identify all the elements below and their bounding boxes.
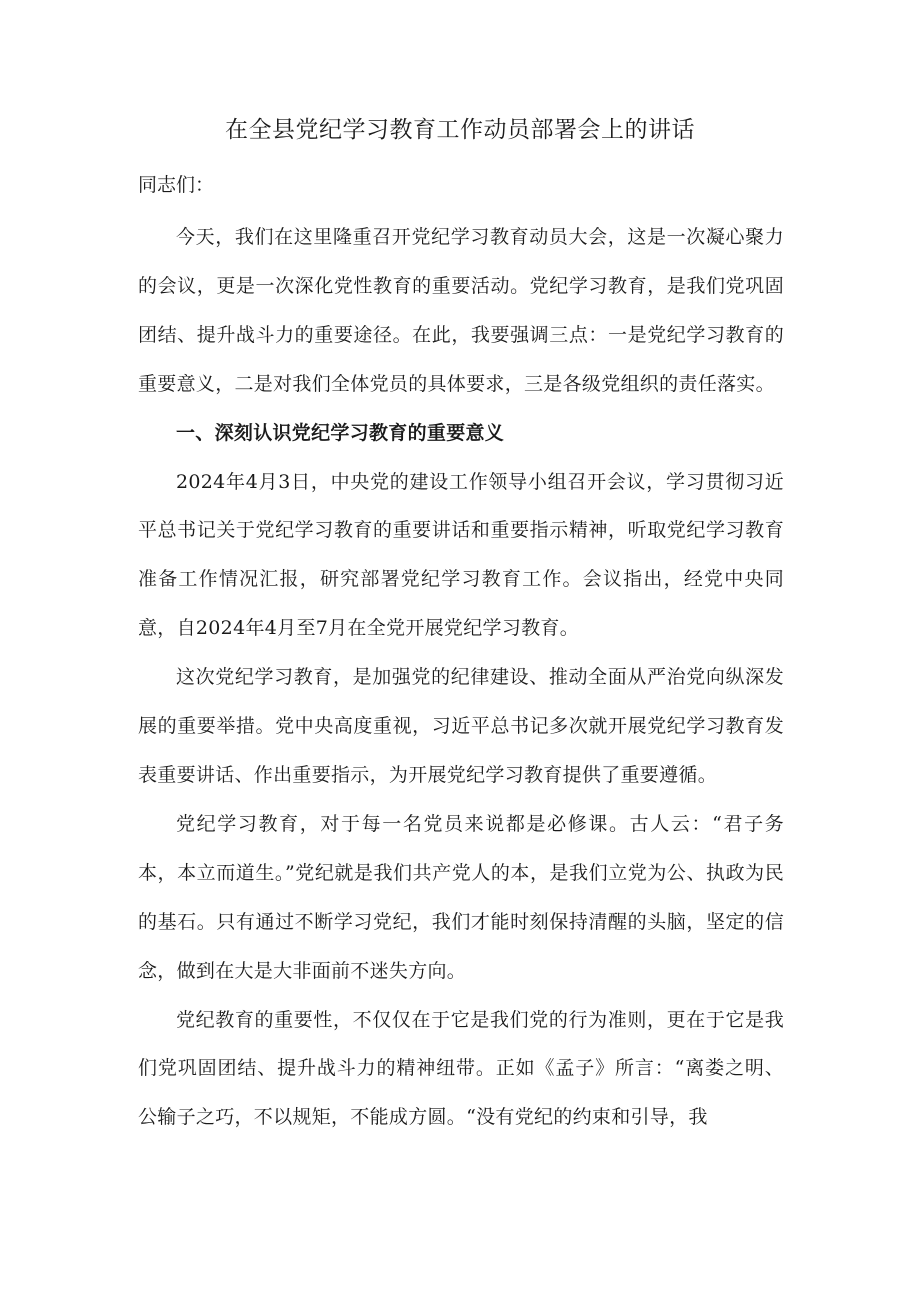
section-heading: 一、深刻认识党纪学习教育的重要意义 (176, 421, 505, 444)
intro-paragraph: 今天，我们在这里隆重召开党纪学习教育动员大会，这是一次凝心聚力的会议，更是一次深化党性教育的重要活动。党纪学习教育，是我们党巩固团结、提升战斗力的重要途径。在此，我要强调三点：一是党纪学习教育的重要意义，二是对我们全体党员的具体要求，三是各级党组织的责任落实。 (138, 226, 784, 395)
body-paragraph: 党纪学习教育，对于每一名党员来说都是必修课。古人云：“君子务本，本立而道生。”党纪就是我们共产党人的本，是我们立党为公、执政为民的基石。只有通过不断学习党纪，我们才能时刻保持清醒的头脑，坚定的信念，做到在大是大非面前不迷失方向。 (138, 812, 784, 982)
salutation: 同志们： (138, 174, 215, 196)
body-paragraph: 这次党纪学习教育，是加强党的纪律建设、推动全面从严治党向纵深发展的重要举措。党中央高度重视，习近平总书记多次就开展党纪学习教育发表重要讲话、作出重要指示，为开展党纪学习教育提供了重要遵循。 (138, 666, 784, 786)
body-paragraph: 党纪教育的重要性，不仅仅在于它是我们党的行为准则，更在于它是我们党巩固团结、提升战斗力的精神纽带。正如《孟子》所言：“离娄之明、公输子之巧，不以规矩，不能成方圆。“没有党纪的约束和引导，我 (138, 1008, 784, 1129)
document-title: 在全县党纪学习教育工作动员部署会上的讲话 (225, 117, 695, 143)
body-paragraph: 2024年4月3日，中央党的建设工作领导小组召开会议，学习贯彻习近平总书记关于党纪学习教育的重要讲话和重要指示精神，听取党纪学习教育准备工作情况汇报，研究部署党纪学习教育工作。会议指出，经党中央同意，自2024年4月至7月在全党开展党纪学习教育。 (138, 470, 784, 640)
document-body (138, 213, 784, 1142)
